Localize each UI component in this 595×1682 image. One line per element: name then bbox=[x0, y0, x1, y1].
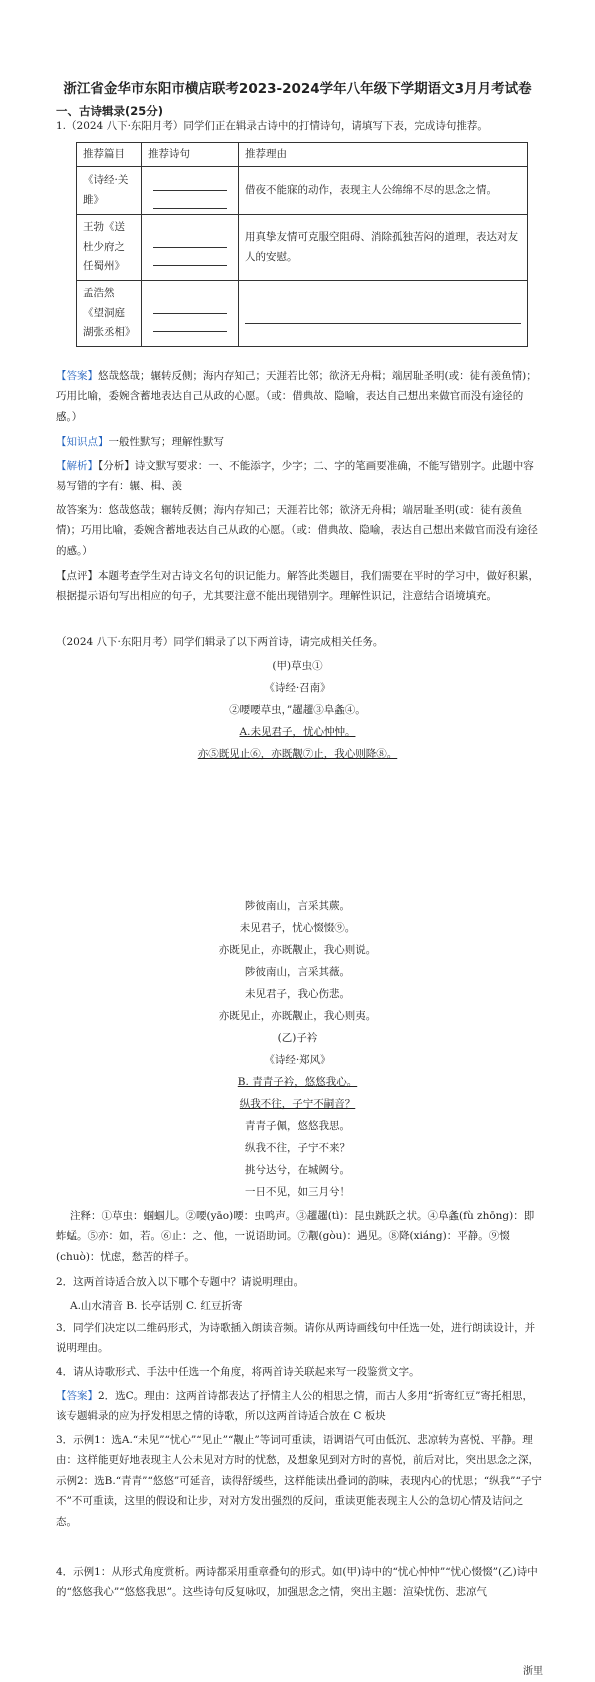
knowledge-text: 一般性默写；理解性默写 bbox=[108, 436, 224, 448]
table-blank-cell bbox=[142, 167, 239, 215]
table-row-title: 王勃《送杜少府之任蜀州》 bbox=[77, 215, 142, 281]
poem-line: ②喓喓草虫，”趯趯③阜螽④。 bbox=[229, 704, 366, 716]
table-header-lines: 推荐诗句 bbox=[142, 143, 239, 167]
question-4: 4．请从诗歌形式、手法中任选一个角度，将两首诗关联起来写一段鉴赏文字。 bbox=[56, 1366, 420, 1378]
analysis-answer: 故答案为：悠哉悠哉；辗转反侧；海内存知己；天涯若比邻；欲济无舟楫；端居耻圣明(或：徒有羡鱼情)；巧用比喻，委婉含蓄地表达自己从政的心愿。（或：借典故、隐喻，表达自己想出来做官而没有途径的感。） bbox=[56, 504, 538, 557]
answer-1 bbox=[56, 366, 542, 427]
fill-blank[interactable] bbox=[153, 296, 227, 314]
poem-line: 陟彼南山，言采其蕨。 bbox=[245, 900, 350, 912]
question-2-options: A.山水清音 B. 长亭话别 C. 红豆折寄 bbox=[70, 1300, 243, 1312]
table-blank-reason bbox=[239, 281, 528, 347]
fill-blank[interactable] bbox=[153, 248, 227, 266]
poem-2-source: 《诗经·郑风》 bbox=[264, 1054, 331, 1066]
table-row-title: 《诗经·关雎》 bbox=[77, 167, 142, 215]
poem-line: 陟彼南山，言采其薇。 bbox=[245, 966, 350, 978]
question-2: 2．这两首诗适合放入以下哪个专题中？请说明理由。 bbox=[56, 1276, 305, 1288]
answer-text: 悠哉悠哉；辗转反侧；海内存知己；天涯若比邻；欲济无舟楫；端居耻圣明(或：徒有羡鱼情)；巧用比喻，委婉含蓄地表达自己从政的心愿。（或：借典故、隐喻，表达自己想出来做官而没有途径的感。） bbox=[56, 370, 537, 423]
poem-2-title: (乙)子衿 bbox=[277, 1032, 318, 1044]
poem-line: 未见君子，我心伤悲。 bbox=[245, 988, 350, 1000]
fill-blank[interactable] bbox=[153, 230, 227, 248]
poem-line: 亦既见止，亦既觏止，我心则夷。 bbox=[218, 1010, 377, 1022]
annotations: 注释：①草虫：蝈蝈儿。②喓(yāo)喓：虫鸣声。③趯趯(tì)：昆虫跳跃之状。④阜螽(fù zhōng)：即蚱蜢。⑤亦：如，若。⑥止：之、他，一说语助词。⑦觏(gòu)：遇见。⑧降(xiáng)：平静。⑨惙(chuò)：忧虑，愁苦的样子。 bbox=[56, 1210, 535, 1263]
table-blank-cell bbox=[142, 281, 239, 347]
fill-blank[interactable] bbox=[245, 303, 521, 324]
analysis-tag: 【解析】 bbox=[56, 460, 98, 472]
section-heading: 一、古诗辑录(25分) bbox=[56, 104, 164, 118]
fill-blank[interactable] bbox=[153, 314, 227, 332]
answer-tag: 【答案】 bbox=[56, 370, 98, 382]
question-1-intro: 1.（2024 八下·东阳月考）同学们正在辑录古诗中的打情诗句，请填写下表，完成诗句推荐。 bbox=[56, 120, 488, 132]
poem-line-underlined: B. 青青子衿，悠悠我心。 bbox=[237, 1076, 358, 1088]
table-row-reason: 借夜不能寐的动作，表现主人公绵绵不尽的思念之情。 bbox=[239, 167, 528, 215]
comment: 【点评】本题考查学生对古诗文名句的识记能力。解答此类题目，我们需要在平时的学习中，做好积累，根据提示语句写出相应的句子，尤其要注意不能出现错别字。理解性识记，注意结合语境填充。 bbox=[56, 570, 539, 603]
fill-blank[interactable] bbox=[153, 173, 227, 191]
table-blank-cell bbox=[142, 215, 239, 281]
poem-1-title: (甲)草虫① bbox=[272, 660, 323, 672]
knowledge-tag: 【知识点】 bbox=[56, 436, 109, 448]
answer-tag: 【答案】 bbox=[56, 1390, 98, 1402]
table-row-title: 孟浩然《望洞庭湖张丞相》 bbox=[77, 281, 142, 347]
poem-line-underlined: 纵我不往，子宁不嗣音？ bbox=[239, 1098, 356, 1110]
poem-line: 纵我不往，子宁不来？ bbox=[245, 1142, 350, 1154]
analysis bbox=[56, 456, 542, 497]
fill-blank[interactable] bbox=[153, 191, 227, 209]
page-title: 浙江省金华市东阳市横店联考2023-2024学年八年级下学期语文3月月考试卷 bbox=[63, 81, 532, 97]
question-2-intro: （2024 八下·东阳月考）同学们辑录了以下两首诗，请完成相关任务。 bbox=[56, 636, 384, 648]
poem-1-source: 《诗经·召南》 bbox=[264, 682, 331, 694]
question-3: 3．同学们决定以二维码形式，为诗歌插入朗读音频。请你从两诗画线句中任选一处，进行朗读设计，并说明理由。 bbox=[56, 1322, 536, 1355]
table-header-reason: 推荐理由 bbox=[239, 143, 528, 167]
table-row-reason: 用真挚友情可克服空阻碍、消除孤独苦闷的道理，表达对友人的安慰。 bbox=[239, 215, 528, 281]
knowledge-point bbox=[56, 432, 542, 452]
table-header-title: 推荐篇目 bbox=[77, 143, 142, 167]
recommendation-table bbox=[76, 142, 528, 347]
poem-line: 未见君子，忧心惙惙⑨。 bbox=[239, 922, 356, 934]
analysis-text: 【分析】诗文默写要求：一、不能添字，少字；二、字的笔画要准确，不能写错别字。此题中容易写错的字有：辗、楫、羡 bbox=[56, 460, 534, 493]
poem-line-underlined: A.未见君子，忧心忡忡。 bbox=[239, 726, 356, 738]
answer-2 bbox=[56, 1386, 542, 1427]
poem-line: 挑兮达兮，在城阙兮。 bbox=[245, 1164, 350, 1176]
poem-line: 亦既见止，亦既觏止，我心则说。 bbox=[218, 944, 377, 956]
poem-line: 一日不见，如三月兮！ bbox=[245, 1186, 350, 1198]
poem-line-underlined: 亦⑤既见止⑥，亦既觏⑦止，我心则降⑧。 bbox=[197, 748, 398, 760]
answer-text: 2．选C。理由：这两首诗都表达了抒情主人公的相思之情，而古人多用“折寄红豆”寄托相思，该专题辑录的应为抒发相思之情的诗歌，所以这两首诗适合放在 C 板块 bbox=[56, 1390, 533, 1423]
answer-3: 3．示例1：选A.“未见”“忧心”“见止”“觏止”等词可重读，语调语气可由低沉、悲凉转为喜悦、平静。理由：这样能更好地表现主人公未见对方时的忧愁，及想象见到对方时的喜悦，前后对比，突出思念之深，示例2：选B.“青青”“悠悠”可延音，读得舒缓些，这样能读出叠词的韵味，表现内心的忧思；“纵我”“子宁不”不可重读，这里的假设和让步，对对方发出强烈的反问，重读更能表现主人公的急切心情及诘问之态。 bbox=[56, 1434, 542, 1528]
page-footer: 浙里 bbox=[523, 1666, 543, 1677]
answer-4: 4．示例1：从形式角度赏析。两诗都采用重章叠句的形式。如(甲)诗中的“忧心忡忡”“忧心惙惙”(乙)诗中的“悠悠我心”“悠悠我思”。这些诗句反复咏叹，加强思念之情，突出主题：渲染忧伤、悲凉气 bbox=[56, 1566, 538, 1599]
poem-line: 青青子佩，悠悠我思。 bbox=[245, 1120, 350, 1132]
